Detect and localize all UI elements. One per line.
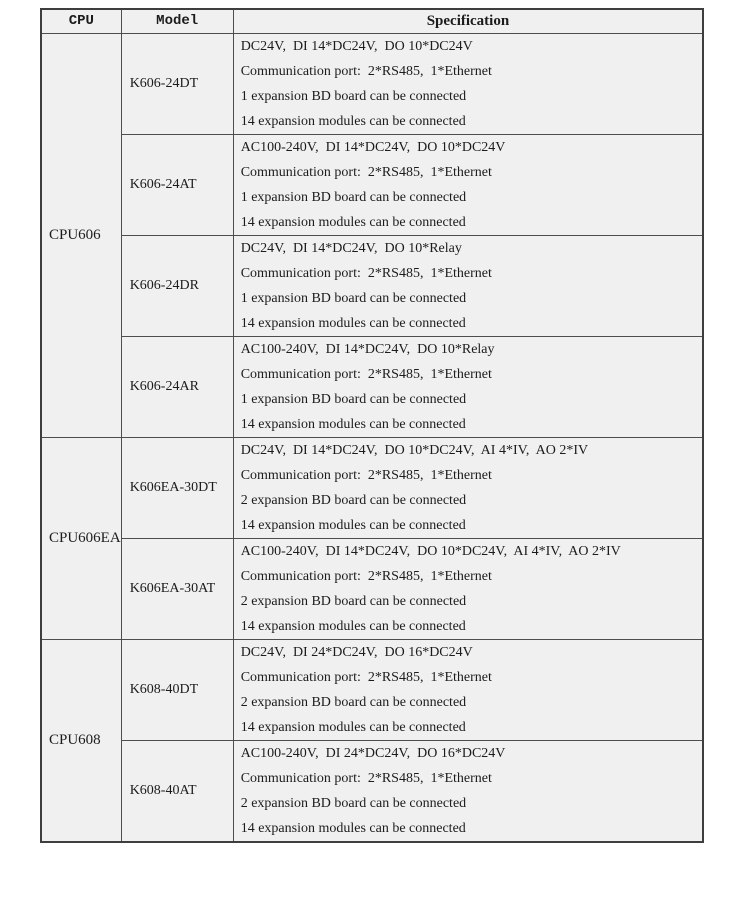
cpu-spec-table <box>40 8 704 843</box>
table-row <box>41 235 703 336</box>
cpu-group-cpu606: CPU606 <box>41 33 121 437</box>
spec-line: 14 expansion modules can be connected <box>240 820 466 836</box>
table-row <box>41 538 703 639</box>
table-row <box>41 33 703 134</box>
spec-line: AC100-240V, DI 14*DC24V, DO 10*DC24V, AI 4*IV, AO 2*IV <box>240 543 621 559</box>
model-cell: K606-24AT <box>121 134 233 235</box>
spec-line: 14 expansion modules can be connected <box>240 416 466 432</box>
spec-line: Communication port: 2*RS485, 1*Ethernet <box>240 265 492 281</box>
spec-line: 14 expansion modules can be connected <box>240 517 466 533</box>
model-cell: K606EA-30AT <box>121 538 233 639</box>
spec-line: DC24V, DI 14*DC24V, DO 10*DC24V, AI 4*IV, AO 2*IV <box>240 442 589 458</box>
spec-cell <box>233 538 703 639</box>
spec-cell <box>233 134 703 235</box>
spec-line: 2 expansion BD board can be connected <box>240 795 467 811</box>
header-specification: Specification <box>233 9 703 33</box>
spec-line: DC24V, DI 14*DC24V, DO 10*Relay <box>240 240 462 256</box>
spec-line: DC24V, DI 24*DC24V, DO 16*DC24V <box>240 644 473 660</box>
spec-line: 14 expansion modules can be connected <box>240 618 466 634</box>
spec-cell <box>233 235 703 336</box>
table-row <box>41 639 703 740</box>
spec-line: Communication port: 2*RS485, 1*Ethernet <box>240 568 492 584</box>
spec-cell <box>233 740 703 842</box>
model-cell: K606EA-30DT <box>121 437 233 538</box>
spec-line: 1 expansion BD board can be connected <box>240 290 467 306</box>
spec-line: 14 expansion modules can be connected <box>240 315 466 331</box>
spec-cell <box>233 639 703 740</box>
model-cell: K606-24DT <box>121 33 233 134</box>
spec-line: 14 expansion modules can be connected <box>240 113 466 129</box>
model-cell: K608-40DT <box>121 639 233 740</box>
model-cell: K606-24DR <box>121 235 233 336</box>
spec-line: Communication port: 2*RS485, 1*Ethernet <box>240 164 492 180</box>
spec-line: 2 expansion BD board can be connected <box>240 694 467 710</box>
spec-line: Communication port: 2*RS485, 1*Ethernet <box>240 770 492 786</box>
spec-line: Communication port: 2*RS485, 1*Ethernet <box>240 63 492 79</box>
table-row <box>41 740 703 842</box>
table-row <box>41 437 703 538</box>
spec-line: 1 expansion BD board can be connected <box>240 189 467 205</box>
spec-line: AC100-240V, DI 14*DC24V, DO 10*Relay <box>240 341 495 357</box>
spec-line: Communication port: 2*RS485, 1*Ethernet <box>240 669 492 685</box>
header-cpu: CPU <box>41 9 121 33</box>
spec-cell <box>233 336 703 437</box>
spec-cell <box>233 33 703 134</box>
model-cell: K606-24AR <box>121 336 233 437</box>
spec-line: AC100-240V, DI 24*DC24V, DO 16*DC24V <box>240 745 506 761</box>
spec-line: 14 expansion modules can be connected <box>240 214 466 230</box>
header-model: Model <box>121 9 233 33</box>
model-cell: K608-40AT <box>121 740 233 842</box>
spec-line: AC100-240V, DI 14*DC24V, DO 10*DC24V <box>240 139 506 155</box>
cpu-group-cpu608: CPU608 <box>41 639 121 842</box>
spec-line: Communication port: 2*RS485, 1*Ethernet <box>240 467 492 483</box>
spec-line: 1 expansion BD board can be connected <box>240 88 467 104</box>
spec-line: Communication port: 2*RS485, 1*Ethernet <box>240 366 492 382</box>
spec-line: 2 expansion BD board can be connected <box>240 492 467 508</box>
spec-line: 1 expansion BD board can be connected <box>240 391 467 407</box>
table-header-row <box>41 9 703 33</box>
spec-line: DC24V, DI 14*DC24V, DO 10*DC24V <box>240 38 473 54</box>
table-row <box>41 336 703 437</box>
table-row <box>41 134 703 235</box>
spec-line: 2 expansion BD board can be connected <box>240 593 467 609</box>
cpu-group-cpu606ea: CPU606EA <box>41 437 121 639</box>
spec-cell <box>233 437 703 538</box>
spec-line: 14 expansion modules can be connected <box>240 719 466 735</box>
